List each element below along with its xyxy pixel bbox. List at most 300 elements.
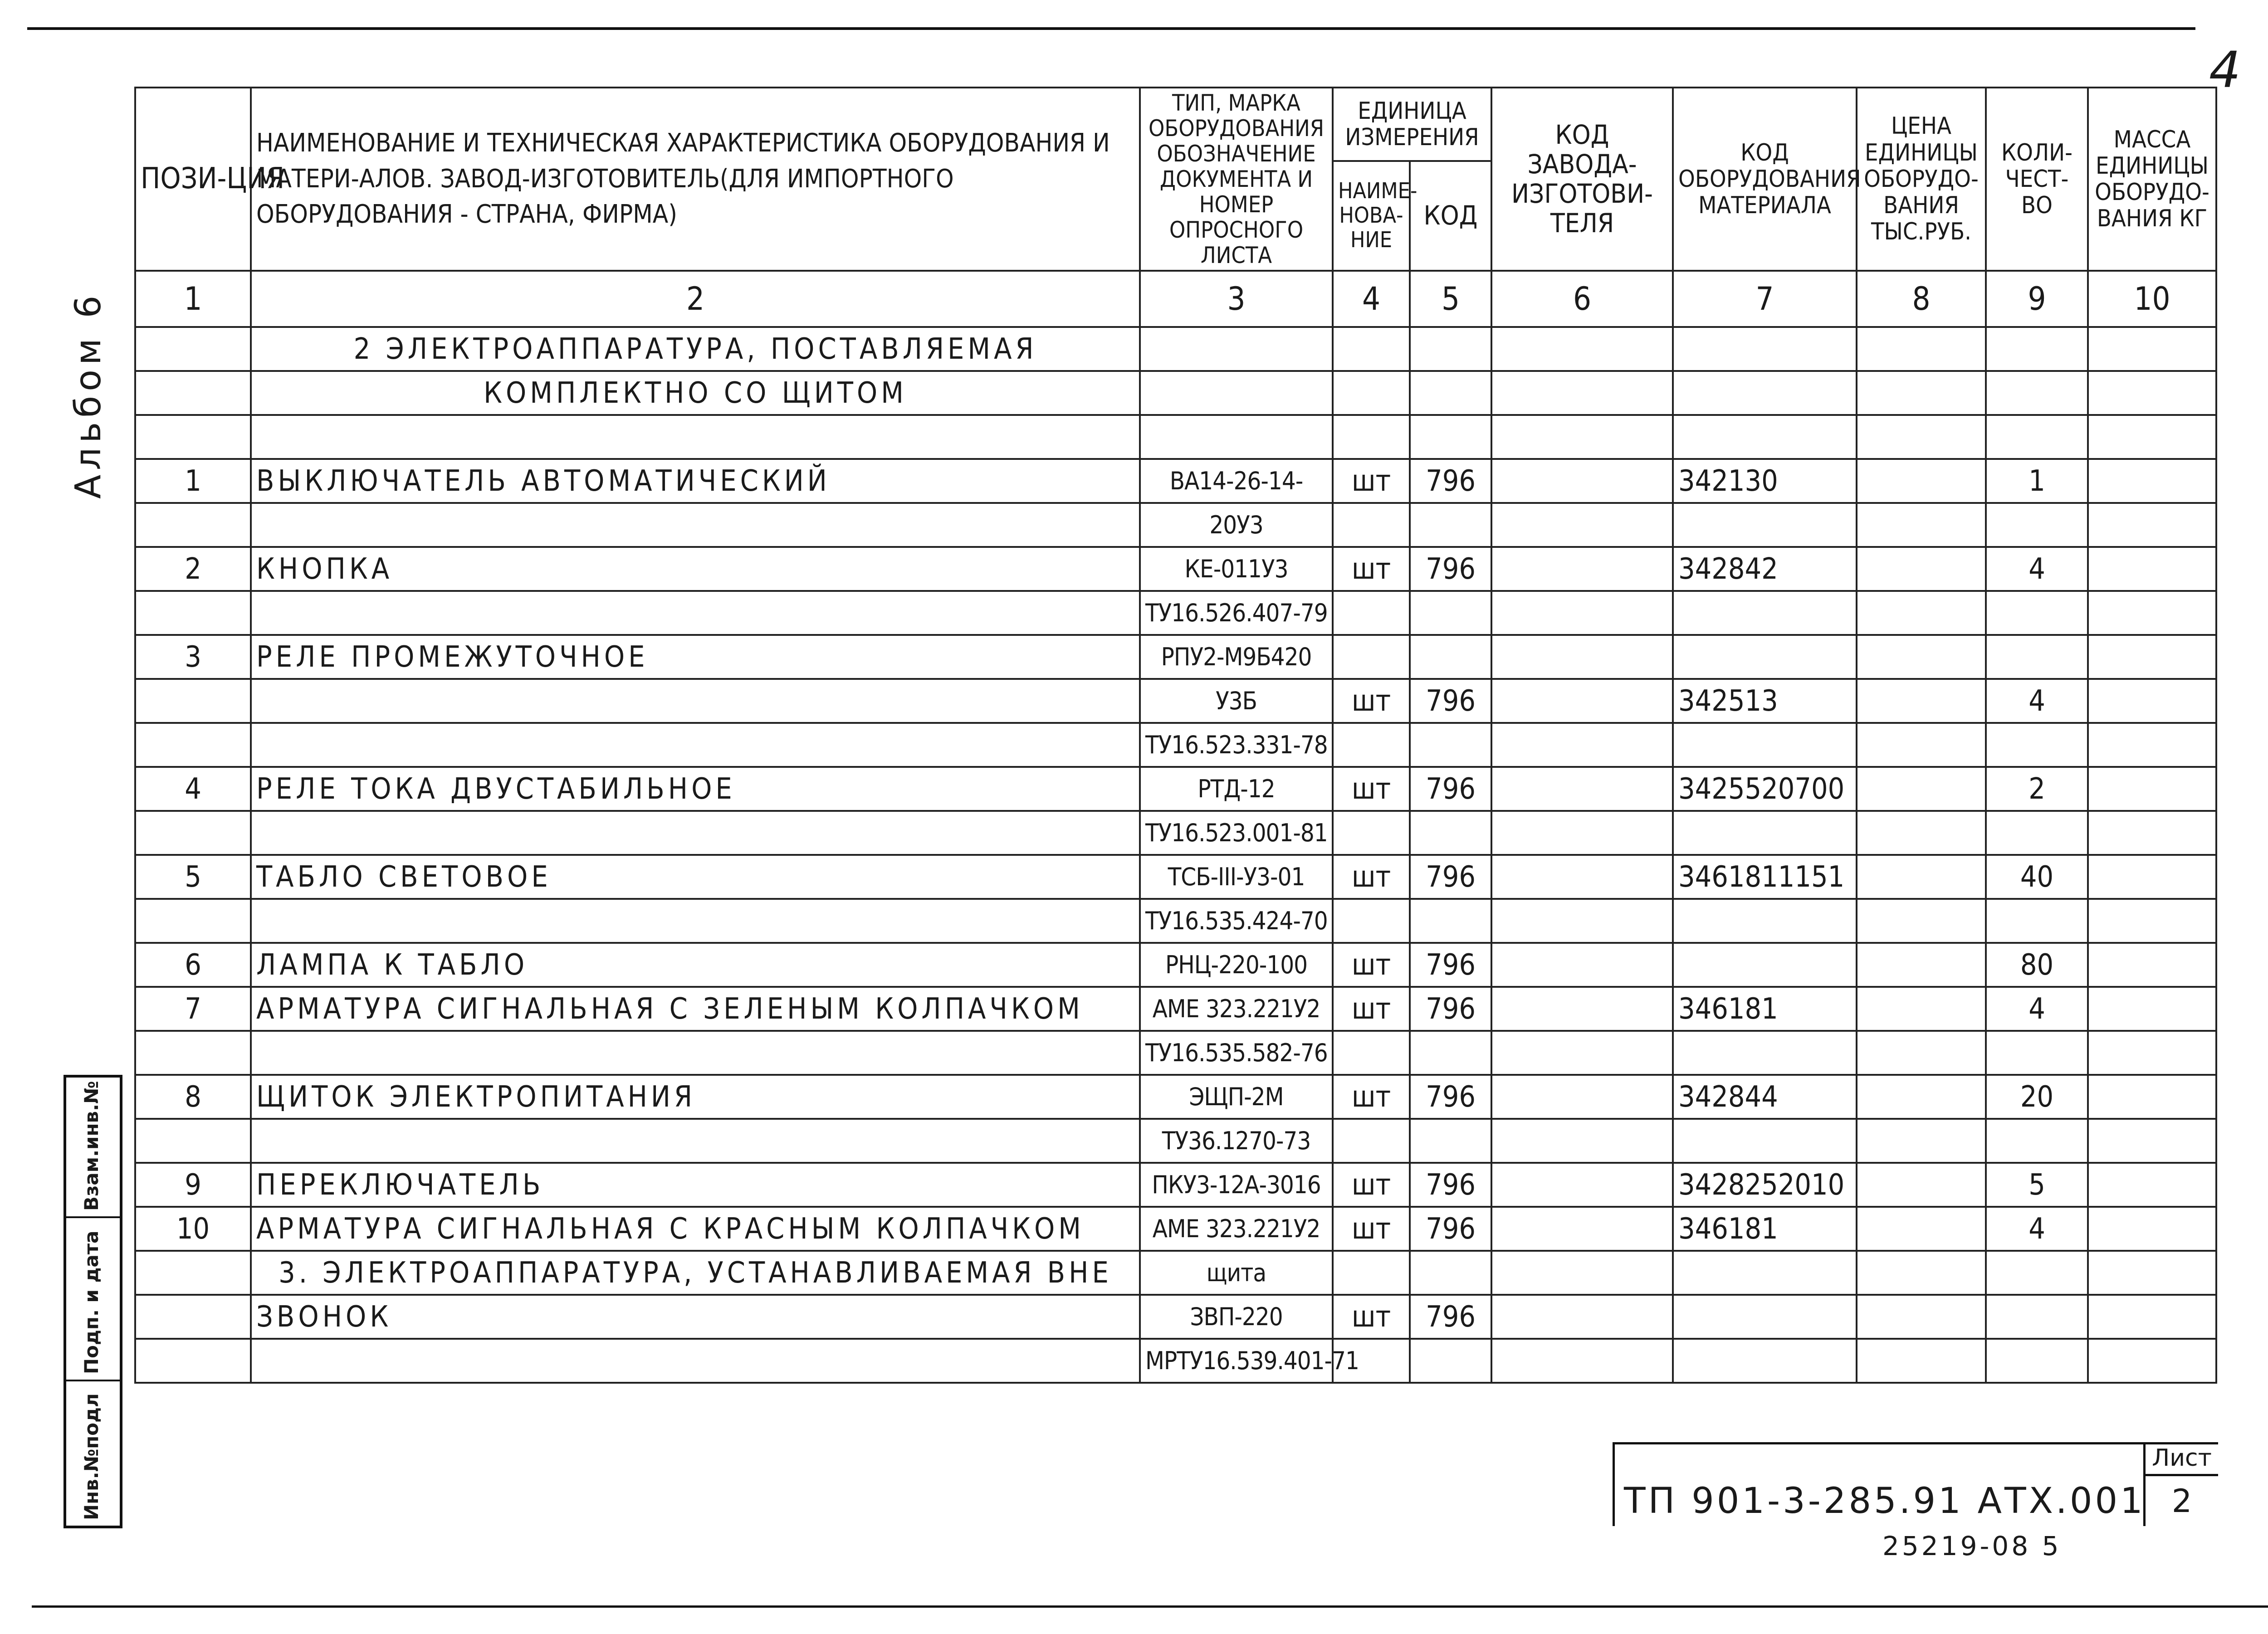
factory-code-cell: [1491, 459, 1673, 503]
type-cell: МРТУ16.539.401-71: [1140, 1339, 1333, 1383]
factory-code-cell: [1491, 1075, 1673, 1119]
price-cell: [1857, 987, 1986, 1031]
mass-cell: [2088, 679, 2216, 723]
quantity-cell: [1986, 723, 2088, 767]
col-number: 3: [1140, 271, 1333, 327]
name-cell: [251, 723, 1140, 767]
header-unit-group: ЕДИНИЦА ИЗМЕРЕНИЯ: [1333, 88, 1491, 161]
quantity-cell: 80: [1986, 943, 2088, 987]
name-cell: АРМАТУРА СИГНАЛЬНАЯ С КРАСНЫМ КОЛПАЧКОМ: [251, 1207, 1140, 1251]
table-row: [135, 723, 2216, 767]
side-stamp: [64, 1075, 122, 1528]
name-cell: АРМАТУРА СИГНАЛЬНАЯ С ЗЕЛЕНЫМ КОЛПАЧКОМ: [251, 987, 1140, 1031]
material-code-cell: 342842: [1673, 547, 1857, 591]
position-cell: [135, 1251, 251, 1295]
unit-code-cell: [1410, 371, 1491, 415]
quantity-cell: [1986, 591, 2088, 635]
quantity-cell: 4: [1986, 547, 2088, 591]
factory-code-cell: [1491, 1031, 1673, 1075]
material-code-cell: [1673, 1031, 1857, 1075]
sheet-number: 2: [2143, 1476, 2218, 1526]
mass-cell: [2088, 1251, 2216, 1295]
position-cell: [135, 1119, 251, 1163]
table-row: [135, 899, 2216, 943]
type-cell: АМЕ 323.221У2: [1140, 1207, 1333, 1251]
price-cell: [1857, 1295, 1986, 1339]
col-number: 9: [1986, 271, 2088, 327]
unit-name-cell: шт: [1333, 1163, 1410, 1207]
unit-name-cell: шт: [1333, 1295, 1410, 1339]
unit-code-cell: [1410, 1031, 1491, 1075]
table-row: [135, 1075, 2216, 1119]
quantity-cell: [1986, 1119, 2088, 1163]
col-number: 4: [1333, 271, 1410, 327]
stamp-cell-signature: [66, 1218, 120, 1381]
material-code-cell: 342130: [1673, 459, 1857, 503]
mass-cell: [2088, 1031, 2216, 1075]
price-cell: [1857, 899, 1986, 943]
mass-cell: [2088, 811, 2216, 855]
unit-code-cell: 796: [1410, 767, 1491, 811]
unit-name-cell: шт: [1333, 459, 1410, 503]
position-cell: [135, 811, 251, 855]
factory-code-cell: [1491, 943, 1673, 987]
material-code-cell: [1673, 1295, 1857, 1339]
unit-code-cell: [1410, 811, 1491, 855]
unit-name-cell: шт: [1333, 855, 1410, 899]
name-cell: [251, 1339, 1140, 1383]
type-cell: ЭЩП-2М: [1140, 1075, 1333, 1119]
position-cell: [135, 1339, 251, 1383]
material-code-cell: 3425520700: [1673, 767, 1857, 811]
unit-name-cell: [1333, 327, 1410, 371]
unit-code-cell: 796: [1410, 855, 1491, 899]
type-cell: КЕ-011У3: [1140, 547, 1333, 591]
quantity-cell: [1986, 811, 2088, 855]
table-row: [135, 1251, 2216, 1295]
stamp-label: Подп. и дата: [80, 1230, 103, 1374]
unit-code-cell: 796: [1410, 1207, 1491, 1251]
unit-code-cell: [1410, 899, 1491, 943]
factory-code-cell: [1491, 1251, 1673, 1295]
mass-cell: [2088, 767, 2216, 811]
material-code-cell: [1673, 591, 1857, 635]
col-number: 2: [251, 271, 1140, 327]
stamp-label: Инв.№подл: [80, 1393, 103, 1520]
table-row: [135, 855, 2216, 899]
name-cell: РЕЛЕ ПРОМЕЖУТОЧНОЕ: [251, 635, 1140, 679]
unit-code-cell: 796: [1410, 679, 1491, 723]
type-cell: [1140, 415, 1333, 459]
factory-code-cell: [1491, 1295, 1673, 1339]
position-cell: [135, 1031, 251, 1075]
material-code-cell: 346181: [1673, 1207, 1857, 1251]
name-cell: 3. ЭЛЕКТРОАППАРАТУРА, УСТАНАВЛИВАЕМАЯ ВНЕ: [251, 1251, 1140, 1295]
unit-code-cell: 796: [1410, 987, 1491, 1031]
price-cell: [1857, 767, 1986, 811]
unit-code-cell: [1410, 723, 1491, 767]
top-border-line: [27, 27, 2195, 30]
unit-code-cell: [1410, 327, 1491, 371]
name-cell: ЗВОНОК: [251, 1295, 1140, 1339]
unit-name-cell: [1333, 811, 1410, 855]
name-cell: ЛАМПА К ТАБЛО: [251, 943, 1140, 987]
position-cell: 4: [135, 767, 251, 811]
position-cell: 8: [135, 1075, 251, 1119]
mass-cell: [2088, 987, 2216, 1031]
mass-cell: [2088, 503, 2216, 547]
unit-name-cell: [1333, 503, 1410, 547]
table-row: [135, 415, 2216, 459]
unit-code-cell: [1410, 503, 1491, 547]
table-row: [135, 1163, 2216, 1207]
position-cell: 9: [135, 1163, 251, 1207]
unit-name-cell: шт: [1333, 767, 1410, 811]
unit-name-cell: [1333, 591, 1410, 635]
quantity-cell: [1986, 371, 2088, 415]
mass-cell: [2088, 943, 2216, 987]
type-cell: ПКУ3-12А-3016: [1140, 1163, 1333, 1207]
position-cell: 6: [135, 943, 251, 987]
col-number: 1: [135, 271, 251, 327]
header-unit-code: КОД: [1410, 161, 1491, 271]
table-row: [135, 1339, 2216, 1383]
factory-code-cell: [1491, 327, 1673, 371]
header-type: ТИП, МАРКА ОБОРУДОВАНИЯ ОБОЗНАЧЕНИЕ ДОКУМЕНТА И НОМЕР ОПРОСНОГО ЛИСТА: [1140, 88, 1333, 271]
mass-cell: [2088, 1339, 2216, 1383]
position-cell: [135, 679, 251, 723]
type-cell: У3Б: [1140, 679, 1333, 723]
type-cell: ТУ16.535.424-70: [1140, 899, 1333, 943]
position-cell: [135, 415, 251, 459]
factory-code-cell: [1491, 635, 1673, 679]
position-cell: [135, 503, 251, 547]
table-row: [135, 1031, 2216, 1075]
col-number: 7: [1673, 271, 1857, 327]
type-cell: щита: [1140, 1251, 1333, 1295]
header-name: НАИМЕНОВАНИЕ И ТЕХНИЧЕСКАЯ ХАРАКТЕРИСТИКА ОБОРУДОВАНИЯ И МАТЕРИ-АЛОВ. ЗАВОД-ИЗГОТОВИТЕЛЬ(ДЛЯ ИМПОРТНОГО ОБОРУДОВАНИЯ - СТРАНА, ФИРМА): [251, 88, 1140, 271]
name-cell: [251, 679, 1140, 723]
price-cell: [1857, 943, 1986, 987]
quantity-cell: 4: [1986, 987, 2088, 1031]
factory-code-cell: [1491, 591, 1673, 635]
col-number: 5: [1410, 271, 1491, 327]
table-row: [135, 591, 2216, 635]
table-row: [135, 1119, 2216, 1163]
position-cell: 3: [135, 635, 251, 679]
mass-cell: [2088, 547, 2216, 591]
material-code-cell: [1673, 415, 1857, 459]
quantity-cell: 4: [1986, 1207, 2088, 1251]
table-row: [135, 679, 2216, 723]
quantity-cell: [1986, 1295, 2088, 1339]
name-cell: ПЕРЕКЛЮЧАТЕЛЬ: [251, 1163, 1140, 1207]
factory-code-cell: [1491, 1163, 1673, 1207]
type-cell: ТСБ-III-У3-01: [1140, 855, 1333, 899]
factory-code-cell: [1491, 987, 1673, 1031]
quantity-cell: 5: [1986, 1163, 2088, 1207]
unit-name-cell: [1333, 1119, 1410, 1163]
unit-name-cell: [1333, 1251, 1410, 1295]
unit-name-cell: [1333, 1031, 1410, 1075]
quantity-cell: [1986, 415, 2088, 459]
material-code-cell: [1673, 503, 1857, 547]
price-cell: [1857, 723, 1986, 767]
unit-code-cell: 796: [1410, 1075, 1491, 1119]
table-row: [135, 767, 2216, 811]
stamp-cell-replacement: [66, 1078, 120, 1218]
col-number: 10: [2088, 271, 2216, 327]
table-row: [135, 943, 2216, 987]
unit-name-cell: шт: [1333, 987, 1410, 1031]
col-number: 8: [1857, 271, 1986, 327]
name-cell: [251, 899, 1140, 943]
table-row: [135, 635, 2216, 679]
position-cell: 5: [135, 855, 251, 899]
unit-code-cell: [1410, 1119, 1491, 1163]
type-cell: ТУ16.523.001-81: [1140, 811, 1333, 855]
position-cell: [135, 327, 251, 371]
mass-cell: [2088, 327, 2216, 371]
factory-code-cell: [1491, 1339, 1673, 1383]
table-row: [135, 1295, 2216, 1339]
price-cell: [1857, 415, 1986, 459]
type-cell: РТД-12: [1140, 767, 1333, 811]
price-cell: [1857, 547, 1986, 591]
header-factory-code: КОД ЗАВОДА-ИЗГОТОВИ-ТЕЛЯ: [1491, 88, 1673, 271]
type-cell: РНЦ-220-100: [1140, 943, 1333, 987]
factory-code-cell: [1491, 811, 1673, 855]
position-cell: 2: [135, 547, 251, 591]
type-cell: ТУ16.535.582-76: [1140, 1031, 1333, 1075]
material-code-cell: [1673, 1251, 1857, 1295]
name-cell: КОМПЛЕКТНО СО ЩИТОМ: [251, 371, 1140, 415]
bottom-border-line: [32, 1605, 2268, 1608]
header-quantity: КОЛИ-ЧЕСТ-ВО: [1986, 88, 2088, 271]
unit-name-cell: [1333, 635, 1410, 679]
unit-name-cell: шт: [1333, 1207, 1410, 1251]
mass-cell: [2088, 415, 2216, 459]
table-row: [135, 811, 2216, 855]
material-code-cell: [1673, 723, 1857, 767]
unit-code-cell: 796: [1410, 547, 1491, 591]
type-cell: ТУ36.1270-73: [1140, 1119, 1333, 1163]
type-cell: [1140, 327, 1333, 371]
price-cell: [1857, 811, 1986, 855]
factory-code-cell: [1491, 767, 1673, 811]
mass-cell: [2088, 371, 2216, 415]
factory-code-cell: [1491, 503, 1673, 547]
name-cell: ВЫКЛЮЧАТЕЛЬ АВТОМАТИЧЕСКИЙ: [251, 459, 1140, 503]
unit-code-cell: [1410, 635, 1491, 679]
material-code-cell: [1673, 1119, 1857, 1163]
unit-code-cell: [1410, 1251, 1491, 1295]
quantity-cell: [1986, 635, 2088, 679]
unit-name-cell: [1333, 371, 1410, 415]
factory-code-cell: [1491, 855, 1673, 899]
type-cell: [1140, 371, 1333, 415]
price-cell: [1857, 503, 1986, 547]
material-code-cell: [1673, 899, 1857, 943]
material-code-cell: 342844: [1673, 1075, 1857, 1119]
table-row: [135, 371, 2216, 415]
factory-code-cell: [1491, 723, 1673, 767]
material-code-cell: [1673, 811, 1857, 855]
table-row: [135, 1207, 2216, 1251]
factory-code-cell: [1491, 899, 1673, 943]
mass-cell: [2088, 635, 2216, 679]
mass-cell: [2088, 1295, 2216, 1339]
material-code-cell: 3428252010: [1673, 1163, 1857, 1207]
position-cell: [135, 1295, 251, 1339]
position-cell: [135, 591, 251, 635]
mass-cell: [2088, 1119, 2216, 1163]
position-cell: [135, 723, 251, 767]
name-cell: [251, 1031, 1140, 1075]
sheet-label: Лист: [2143, 1442, 2218, 1476]
header-material-code: КОД ОБОРУДОВАНИЯ МАТЕРИАЛА: [1673, 88, 1857, 271]
quantity-cell: [1986, 327, 2088, 371]
name-cell: [251, 811, 1140, 855]
unit-code-cell: [1410, 591, 1491, 635]
quantity-cell: [1986, 503, 2088, 547]
price-cell: [1857, 679, 1986, 723]
column-number-row: [135, 271, 2216, 327]
type-cell: ВА14-26-14-: [1140, 459, 1333, 503]
mass-cell: [2088, 723, 2216, 767]
price-cell: [1857, 635, 1986, 679]
unit-name-cell: шт: [1333, 943, 1410, 987]
unit-code-cell: 796: [1410, 943, 1491, 987]
unit-code-cell: [1410, 415, 1491, 459]
mass-cell: [2088, 591, 2216, 635]
quantity-cell: 20: [1986, 1075, 2088, 1119]
type-cell: ТУ16.526.407-79: [1140, 591, 1333, 635]
equipment-specification-table: [134, 87, 2217, 1384]
stamp-cell-inventory: [66, 1381, 120, 1526]
material-code-cell: 3461811151: [1673, 855, 1857, 899]
archive-code: 25219-08 5: [1882, 1531, 2062, 1561]
corner-page-number: 4: [2209, 41, 2241, 99]
stamp-label: Взам.инв.№: [80, 1081, 103, 1211]
price-cell: [1857, 327, 1986, 371]
header-unit-name: НАИМЕ-НОВА-НИЕ: [1333, 161, 1410, 271]
table-row: [135, 459, 2216, 503]
position-cell: [135, 371, 251, 415]
factory-code-cell: [1491, 1207, 1673, 1251]
factory-code-cell: [1491, 371, 1673, 415]
name-cell: [251, 503, 1140, 547]
material-code-cell: [1673, 1339, 1857, 1383]
table-row: [135, 503, 2216, 547]
price-cell: [1857, 1251, 1986, 1295]
unit-code-cell: 796: [1410, 459, 1491, 503]
unit-name-cell: [1333, 723, 1410, 767]
material-code-cell: 346181: [1673, 987, 1857, 1031]
quantity-cell: 40: [1986, 855, 2088, 899]
price-cell: [1857, 1031, 1986, 1075]
type-cell: ТУ16.523.331-78: [1140, 723, 1333, 767]
type-cell: РПУ2-М9Б420: [1140, 635, 1333, 679]
material-code-cell: [1673, 635, 1857, 679]
unit-code-cell: 796: [1410, 1295, 1491, 1339]
unit-code-cell: [1410, 1339, 1491, 1383]
type-cell: ЗВП-220: [1140, 1295, 1333, 1339]
price-cell: [1857, 1119, 1986, 1163]
price-cell: [1857, 1163, 1986, 1207]
name-cell: ЩИТОК ЭЛЕКТРОПИТАНИЯ: [251, 1075, 1140, 1119]
unit-name-cell: [1333, 415, 1410, 459]
mass-cell: [2088, 1075, 2216, 1119]
position-cell: [135, 899, 251, 943]
factory-code-cell: [1491, 415, 1673, 459]
col-number: 6: [1491, 271, 1673, 327]
material-code-cell: [1673, 943, 1857, 987]
price-cell: [1857, 855, 1986, 899]
unit-name-cell: шт: [1333, 547, 1410, 591]
album-side-label: Альбом 6: [68, 291, 109, 499]
price-cell: [1857, 459, 1986, 503]
mass-cell: [2088, 1163, 2216, 1207]
price-cell: [1857, 1207, 1986, 1251]
material-code-cell: [1673, 327, 1857, 371]
name-cell: [251, 1119, 1140, 1163]
table-row: [135, 327, 2216, 371]
name-cell: КНОПКА: [251, 547, 1140, 591]
mass-cell: [2088, 855, 2216, 899]
quantity-cell: [1986, 1251, 2088, 1295]
name-cell: РЕЛЕ ТОКА ДВУСТАБИЛЬНОЕ: [251, 767, 1140, 811]
material-code-cell: 342513: [1673, 679, 1857, 723]
price-cell: [1857, 591, 1986, 635]
quantity-cell: 4: [1986, 679, 2088, 723]
header-price: ЦЕНА ЕДИНИЦЫ ОБОРУДО-ВАНИЯ ТЫС.РУБ.: [1857, 88, 1986, 271]
type-cell: 20У3: [1140, 503, 1333, 547]
header-position: ПОЗИ-ЦИЯ: [135, 88, 251, 271]
factory-code-cell: [1491, 1119, 1673, 1163]
unit-name-cell: шт: [1333, 679, 1410, 723]
name-cell: [251, 591, 1140, 635]
quantity-cell: [1986, 1031, 2088, 1075]
unit-name-cell: [1333, 899, 1410, 943]
factory-code-cell: [1491, 679, 1673, 723]
name-cell: ТАБЛО СВЕТОВОЕ: [251, 855, 1140, 899]
position-cell: 10: [135, 1207, 251, 1251]
unit-name-cell: шт: [1333, 1075, 1410, 1119]
document-designation: ТП 901-3-285.91 АТХ.001: [1624, 1481, 2146, 1522]
quantity-cell: 1: [1986, 459, 2088, 503]
mass-cell: [2088, 459, 2216, 503]
mass-cell: [2088, 899, 2216, 943]
material-code-cell: [1673, 371, 1857, 415]
position-cell: 1: [135, 459, 251, 503]
name-cell: 2 ЭЛЕКТРОАППАРАТУРА, ПОСТАВЛЯЕМАЯ: [251, 327, 1140, 371]
price-cell: [1857, 371, 1986, 415]
position-cell: 7: [135, 987, 251, 1031]
name-cell: [251, 415, 1140, 459]
price-cell: [1857, 1339, 1986, 1383]
quantity-cell: 2: [1986, 767, 2088, 811]
quantity-cell: [1986, 1339, 2088, 1383]
table-row: [135, 987, 2216, 1031]
price-cell: [1857, 1075, 1986, 1119]
type-cell: АМЕ 323.221У2: [1140, 987, 1333, 1031]
quantity-cell: [1986, 899, 2088, 943]
factory-code-cell: [1491, 547, 1673, 591]
mass-cell: [2088, 1207, 2216, 1251]
unit-code-cell: 796: [1410, 1163, 1491, 1207]
header-mass: МАССА ЕДИНИЦЫ ОБОРУДО-ВАНИЯ КГ: [2088, 88, 2216, 271]
